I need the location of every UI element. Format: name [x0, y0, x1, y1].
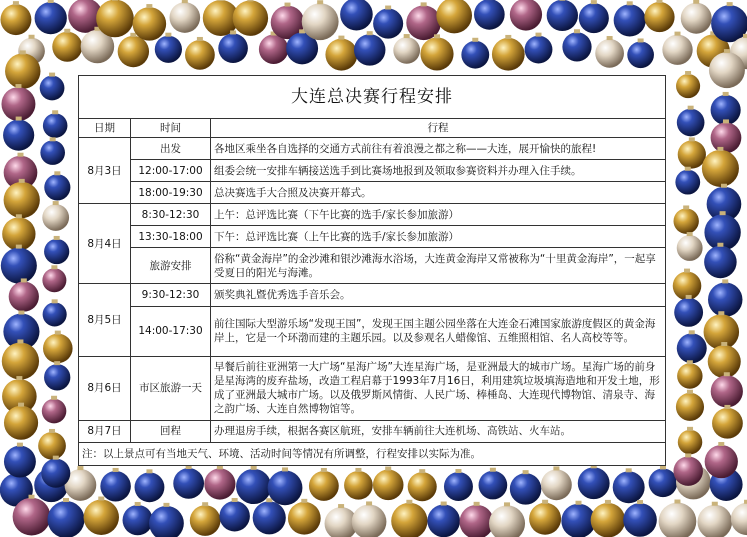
ornament-cap-icon — [197, 37, 203, 41]
ornament-cap-icon — [727, 2, 733, 6]
ornament-ball-icon — [253, 501, 286, 534]
ornament-cap-icon — [49, 429, 55, 433]
header-itinerary: 行程 — [211, 119, 666, 138]
ornament-cap-icon — [321, 468, 327, 472]
ornament-cap-icon — [421, 2, 427, 6]
ornament-cap-icon — [419, 469, 425, 473]
ornament-cap-icon — [626, 468, 632, 472]
ornament-cap-icon — [21, 278, 27, 282]
ornament-cap-icon — [576, 501, 582, 505]
ornament-ball-icon — [674, 208, 699, 233]
ornament-ball-icon — [5, 53, 40, 88]
ornament-ball-icon — [711, 375, 743, 407]
ornament-cap-icon — [54, 236, 60, 240]
time-cell: 13:30-18:00 — [131, 226, 211, 248]
ornament-cap-icon — [720, 211, 726, 215]
ornament-ball-icon — [659, 503, 697, 537]
itinerary-cell: 前往国际大型游乐场“发现王国”，发现王国主题公园坐落在大连金石滩国家旅游度假区的黄金海岸上，它是一个环渤而建的主题乐园。以及参观名人蜡像馆、五维照相馆、名人高校等等。 — [211, 306, 666, 356]
ornament-ball-icon — [1, 248, 37, 284]
ornament-cap-icon — [685, 167, 691, 171]
ornament-cap-icon — [687, 232, 693, 236]
table-header-row — [79, 119, 666, 138]
ornament-cap-icon — [687, 427, 693, 431]
ornament-ball-icon — [708, 282, 742, 316]
ornament-ball-icon — [40, 140, 65, 165]
ornament-cap-icon — [165, 33, 171, 37]
time-cell: 旅游安排 — [131, 248, 211, 284]
ornament-ball-icon — [268, 470, 303, 505]
ornament-cap-icon — [684, 269, 690, 273]
ornament-ball-icon — [373, 9, 403, 39]
ornament-cap-icon — [19, 179, 25, 183]
ornament-ball-icon — [40, 76, 65, 101]
ornament-ball-icon — [1, 87, 35, 121]
ornament-cap-icon — [16, 376, 22, 380]
footnote: 注：以上景点可有当地天气、环境、活动时间等情况有所调整，行程安排以实际为准。 — [79, 442, 666, 465]
ornament-ball-icon — [42, 268, 66, 292]
ornament-cap-icon — [17, 339, 23, 343]
ornament-ball-icon — [627, 41, 654, 68]
itinerary-table — [78, 75, 666, 466]
ornament-cap-icon — [574, 29, 580, 33]
ornament-cap-icon — [722, 279, 728, 283]
ornament-ball-icon — [4, 446, 36, 478]
ornament-cap-icon — [721, 184, 727, 188]
itinerary-sheet — [78, 75, 665, 466]
ornament-cap-icon — [218, 0, 224, 1]
ornament-cap-icon — [53, 201, 59, 205]
ornament-cap-icon — [536, 33, 542, 37]
ornament-cap-icon — [683, 205, 689, 209]
ornament-ball-icon — [674, 298, 703, 327]
ornament-cap-icon — [182, 0, 188, 3]
ornament-ball-icon — [649, 468, 678, 497]
ornament-cap-icon — [441, 502, 447, 506]
ornament-cap-icon — [18, 311, 24, 315]
ornament-ball-icon — [52, 32, 82, 62]
ornament-cap-icon — [146, 4, 152, 8]
ornament-ball-icon — [676, 393, 704, 421]
ornament-cap-icon — [15, 84, 21, 88]
ornament-ball-icon — [133, 7, 167, 41]
ornament-cap-icon — [52, 110, 58, 114]
ornament-ball-icon — [185, 40, 215, 70]
ornament-ball-icon — [96, 0, 134, 37]
ornament-ball-icon — [623, 503, 657, 537]
time-cell: 出发 — [131, 138, 211, 160]
ornament-ball-icon — [561, 504, 595, 537]
ornament-cap-icon — [54, 361, 60, 365]
ornament-cap-icon — [317, 0, 323, 4]
itinerary-cell: 俗称“黄金海岸”的金沙滩和银沙滩海水浴场，大连黄金海岸又常被称为“十里黄金海岸”，一起享受夏日的阳光与海滩。 — [211, 248, 666, 284]
ornament-cap-icon — [251, 466, 257, 470]
ornament-cap-icon — [660, 465, 666, 469]
table-row — [79, 182, 666, 204]
ornament-cap-icon — [685, 71, 691, 75]
ornament-cap-icon — [247, 0, 253, 1]
ornament-ball-icon — [529, 503, 561, 535]
ornament-cap-icon — [17, 153, 23, 157]
ornament-ball-icon — [474, 0, 505, 30]
ornament-ball-icon — [578, 467, 610, 499]
ornament-cap-icon — [52, 299, 58, 303]
ornament-cap-icon — [48, 0, 54, 3]
ornament-cap-icon — [285, 3, 291, 7]
table-row — [79, 284, 666, 306]
ornament-ball-icon — [709, 52, 745, 88]
ornament-cap-icon — [20, 50, 26, 54]
ornament-cap-icon — [689, 137, 695, 141]
ornament-cap-icon — [63, 498, 69, 502]
ornament-ball-icon — [702, 150, 739, 187]
ornament-ball-icon — [677, 333, 707, 363]
ornament-ball-icon — [492, 38, 525, 71]
ornament-cap-icon — [29, 495, 35, 499]
table-row — [79, 306, 666, 356]
ornament-ball-icon — [614, 4, 646, 36]
ornament-cap-icon — [724, 405, 730, 409]
ornament-ball-icon — [42, 204, 69, 231]
ornament-cap-icon — [55, 331, 61, 335]
ornament-ball-icon — [408, 472, 437, 501]
ornament-ball-icon — [510, 473, 542, 505]
ornament-cap-icon — [230, 30, 236, 34]
ornament-cap-icon — [16, 245, 22, 249]
time-cell: 市区旅游一天 — [131, 356, 211, 420]
ornament-cap-icon — [693, 0, 699, 4]
ornament-ball-icon — [259, 34, 289, 64]
ornament-cap-icon — [112, 0, 118, 1]
date-cell: 8月3日 — [79, 138, 131, 204]
ornament-cap-icon — [163, 503, 169, 507]
ornament-cap-icon — [232, 498, 238, 502]
ornament-cap-icon — [712, 502, 718, 506]
date-cell: 8月5日 — [79, 284, 131, 356]
ornament-ball-icon — [393, 37, 420, 64]
ornament-ball-icon — [84, 500, 119, 535]
ornament-ball-icon — [444, 472, 473, 501]
ornament-ball-icon — [676, 74, 700, 98]
ornament-cap-icon — [723, 119, 729, 123]
ornament-cap-icon — [717, 243, 723, 247]
ornament-ball-icon — [704, 246, 737, 279]
ornament-cap-icon — [434, 34, 440, 38]
ornament-cap-icon — [718, 442, 724, 446]
ornament-ball-icon — [461, 41, 489, 69]
ornament-cap-icon — [16, 117, 22, 121]
ornament-cap-icon — [338, 504, 344, 508]
ornament-ball-icon — [562, 32, 591, 61]
ornament-ball-icon — [344, 471, 373, 500]
ornament-cap-icon — [674, 500, 680, 504]
itinerary-cell: 下午：总评选比赛（上午比赛的选手/家长参加旅游） — [211, 226, 666, 248]
ornament-cap-icon — [685, 453, 691, 457]
time-cell: 9:30-12:30 — [131, 284, 211, 306]
ornament-ball-icon — [675, 170, 700, 195]
ornament-cap-icon — [266, 498, 272, 502]
ornament-ball-icon — [681, 3, 712, 34]
time-cell: 8:30-12:30 — [131, 204, 211, 226]
ornament-ball-icon — [218, 33, 248, 63]
ornament-ball-icon — [4, 182, 40, 218]
ornament-ball-icon — [2, 342, 39, 379]
ornament-cap-icon — [607, 36, 613, 40]
ornament-cap-icon — [627, 1, 633, 5]
ornament-cap-icon — [505, 35, 511, 39]
ornament-ball-icon — [705, 445, 738, 478]
ornament-ball-icon — [47, 501, 84, 537]
ornament-ball-icon — [13, 498, 51, 536]
ornament-ball-icon — [190, 505, 221, 536]
ornament-ball-icon — [233, 0, 268, 35]
ornament-cap-icon — [130, 33, 136, 37]
ornament-cap-icon — [64, 29, 70, 33]
ornament-cap-icon — [54, 171, 60, 175]
ornament-cap-icon — [49, 73, 55, 77]
ornament-cap-icon — [637, 500, 643, 504]
ornament-ball-icon — [510, 0, 542, 31]
ornament-cap-icon — [77, 466, 83, 470]
ornament-cap-icon — [687, 360, 693, 364]
time-cell: 14:00-17:30 — [131, 306, 211, 356]
ornament-cap-icon — [18, 403, 24, 407]
ornament-ball-icon — [613, 471, 645, 503]
ornament-ball-icon — [44, 239, 69, 264]
ornament-cap-icon — [385, 6, 391, 10]
ornament-ball-icon — [43, 334, 73, 364]
ornament-cap-icon — [406, 500, 412, 504]
ornament-ball-icon — [0, 4, 31, 35]
ornament-ball-icon — [677, 109, 705, 137]
date-cell: 8月6日 — [79, 356, 131, 420]
itinerary-cell: 总决赛选手大合照及决赛开幕式。 — [211, 182, 666, 204]
ornament-ball-icon — [302, 3, 339, 40]
ornament-cap-icon — [688, 106, 694, 110]
ornament-ball-icon — [219, 501, 249, 531]
itinerary-cell: 各地区乘坐各自选择的交通方式前往有着浪漫之都之称——大连，展开愉快的旅程! — [211, 138, 666, 160]
ornament-ball-icon — [541, 469, 572, 500]
ornament-ball-icon — [236, 469, 271, 504]
ornament-ball-icon — [354, 34, 385, 65]
ornament-cap-icon — [605, 500, 611, 504]
ornament-cap-icon — [455, 469, 461, 473]
ornament-ball-icon — [436, 0, 472, 33]
date-cell: 8月4日 — [79, 204, 131, 284]
ornament-cap-icon — [523, 470, 529, 474]
ornament-ball-icon — [340, 0, 373, 31]
ornament-ball-icon — [44, 174, 70, 200]
ornament-ball-icon — [35, 2, 67, 34]
itinerary-cell: 早餐后前往亚洲第一大广场“星海广场”大连星海广场，是亚洲最大的城市广场。星海广场的前身是星海湾的废弃盐场，改造工程启幕于1993年7月16日，利用建筑垃圾填海造地和开发土地，形成了亚洲最大城市广场。以及俄罗斯风情街、人民广场、棒棰岛、大连现代博物馆、清泉寺、海之韵广场、大连自然博物馆等。 — [211, 356, 666, 420]
ornament-ball-icon — [100, 471, 131, 502]
ornament-cap-icon — [724, 372, 730, 376]
date-cell: 8月7日 — [79, 420, 131, 442]
ornament-cap-icon — [656, 0, 662, 3]
ornament-cap-icon — [301, 499, 307, 503]
ornament-ball-icon — [3, 120, 34, 151]
header-time: 时间 — [131, 119, 211, 138]
header-date: 日期 — [79, 119, 131, 138]
ornament-cap-icon — [474, 502, 480, 506]
time-cell: 回程 — [131, 420, 211, 442]
itinerary-cell: 颁奖典礼暨优秀选手音乐会。 — [211, 284, 666, 306]
ornament-cap-icon — [355, 468, 361, 472]
ornament-cap-icon — [472, 38, 478, 42]
ornament-ball-icon — [118, 36, 149, 67]
ornament-ball-icon — [489, 505, 525, 537]
ornament-cap-icon — [490, 468, 496, 472]
ornament-cap-icon — [16, 214, 22, 218]
ornament-ball-icon — [595, 39, 624, 68]
ornament-cap-icon — [385, 467, 391, 471]
ornament-ball-icon — [352, 504, 387, 537]
table-row — [79, 356, 666, 420]
ornament-ball-icon — [427, 505, 460, 537]
ornament-cap-icon — [553, 466, 559, 470]
ornament-ball-icon — [711, 122, 742, 153]
ornament-ball-icon — [149, 506, 184, 537]
ornament-ball-icon — [123, 505, 153, 535]
ornament-cap-icon — [282, 467, 288, 471]
ornament-cap-icon — [53, 456, 59, 460]
ornament-cap-icon — [542, 500, 548, 504]
ornament-ball-icon — [678, 140, 706, 168]
table-row — [79, 226, 666, 248]
table-row — [79, 160, 666, 182]
table-row — [79, 420, 666, 442]
ornament-cap-icon — [689, 330, 695, 334]
ornament-ball-icon — [673, 456, 702, 485]
page-title: 大连总决赛行程安排 — [79, 76, 666, 119]
ornament-cap-icon — [29, 35, 35, 39]
ornament-ball-icon — [43, 302, 67, 326]
itinerary-cell: 上午：总评选比赛（下午比赛的选手/家长参加旅游） — [211, 204, 666, 226]
ornament-ball-icon — [662, 35, 692, 65]
ornament-cap-icon — [338, 36, 344, 40]
table-row — [79, 248, 666, 284]
ornament-ball-icon — [38, 432, 66, 460]
table-row — [79, 204, 666, 226]
ornament-ball-icon — [4, 406, 38, 440]
ornament-ball-icon — [712, 408, 743, 439]
ornament-cap-icon — [50, 137, 56, 141]
ornament-cap-icon — [718, 311, 724, 315]
ornament-ball-icon — [135, 472, 165, 502]
time-cell: 12:00-17:00 — [131, 160, 211, 182]
ornament-ball-icon — [678, 430, 702, 454]
ornament-ball-icon — [44, 364, 70, 390]
ornament-ball-icon — [309, 471, 339, 501]
ornament-ball-icon — [525, 36, 553, 64]
ornament-cap-icon — [98, 497, 104, 501]
ornament-cap-icon — [724, 49, 730, 53]
ornament-ball-icon — [391, 503, 427, 537]
ornament-ball-icon — [325, 39, 357, 71]
ornament-cap-icon — [717, 147, 723, 151]
ornament-ball-icon — [479, 471, 508, 500]
ornament-cap-icon — [146, 469, 152, 473]
ornament-cap-icon — [367, 31, 373, 35]
ornament-ball-icon — [547, 0, 578, 31]
ornament-cap-icon — [687, 390, 693, 394]
ornament-cap-icon — [13, 1, 19, 5]
ornament-cap-icon — [135, 502, 141, 506]
ornament-cap-icon — [51, 265, 57, 269]
ornament-ball-icon — [644, 2, 674, 32]
ornament-ball-icon — [288, 502, 321, 535]
ornament-cap-icon — [686, 295, 692, 299]
ornament-cap-icon — [743, 34, 747, 38]
ornament-cap-icon — [638, 38, 644, 42]
ornament-cap-icon — [404, 34, 410, 38]
ornament-ball-icon — [711, 5, 747, 42]
ornament-ball-icon — [169, 2, 200, 33]
ornament-ball-icon — [677, 363, 702, 388]
ornament-ball-icon — [731, 503, 747, 535]
ornament-ball-icon — [591, 503, 626, 537]
ornament-cap-icon — [504, 502, 510, 506]
table-row — [79, 138, 666, 160]
ornament-ball-icon — [677, 235, 703, 261]
ornament-ball-icon — [9, 281, 39, 311]
ornament-ball-icon — [41, 459, 70, 488]
itinerary-cell: 办理退房手续，根据各赛区航班，安排车辆前往大连机场、高铁站、火车站。 — [211, 420, 666, 442]
ornament-ball-icon — [420, 37, 453, 70]
ornament-ball-icon — [43, 113, 68, 138]
ornament-cap-icon — [559, 0, 565, 1]
ornament-cap-icon — [366, 501, 372, 505]
ornament-cap-icon — [17, 443, 23, 447]
time-cell: 18:00-19:30 — [131, 182, 211, 204]
itinerary-cell: 组委会统一安排车辆接送选手到比赛场地报到及领取参赛资料并办理入住手续。 — [211, 160, 666, 182]
ornament-ball-icon — [698, 505, 733, 537]
ornament-ball-icon — [459, 505, 493, 537]
ornament-cap-icon — [723, 92, 729, 96]
ornament-ball-icon — [579, 3, 609, 33]
ornament-ball-icon — [204, 468, 235, 499]
ornament-ball-icon — [42, 399, 67, 424]
ornament-cap-icon — [721, 342, 727, 346]
ornament-ball-icon — [155, 36, 182, 63]
ornament-cap-icon — [675, 32, 681, 36]
ornament-cap-icon — [113, 468, 119, 472]
ornament-ball-icon — [173, 468, 204, 499]
ornament-ball-icon — [373, 470, 404, 501]
ornament-cap-icon — [591, 0, 597, 4]
ornament-cap-icon — [51, 396, 57, 400]
ornament-cap-icon — [202, 502, 208, 506]
